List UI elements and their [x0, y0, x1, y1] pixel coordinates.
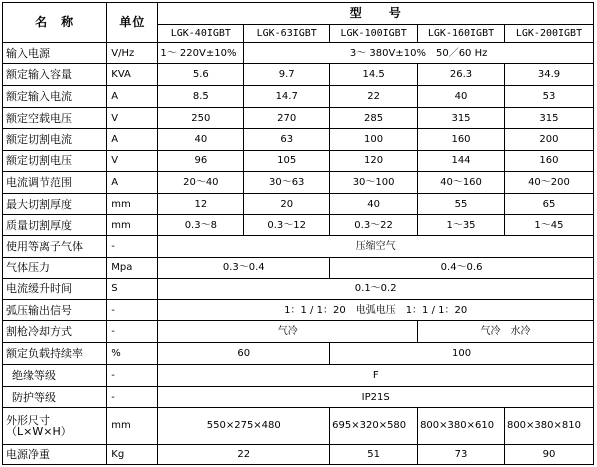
table-row: [3, 342, 594, 364]
value-cell: 270: [244, 108, 330, 129]
value-cell: 0.3～12: [244, 215, 330, 236]
unit-cell: -: [107, 236, 158, 257]
table-row: [3, 194, 594, 215]
value-cell: 144: [418, 150, 505, 171]
value-cell: 250: [158, 108, 244, 129]
unit-cell: mm: [107, 215, 158, 236]
value-cell: 34.9: [504, 63, 593, 85]
table-row: [3, 85, 594, 107]
table-row: [3, 63, 594, 85]
value-cell: 40～160: [418, 171, 505, 193]
table-row: [3, 215, 594, 236]
param-label: 额定输入电流: [3, 85, 107, 107]
param-label: 气体压力: [3, 257, 107, 278]
value-cell: 0.3～0.4: [158, 257, 330, 278]
header-row: [3, 3, 594, 25]
value-cell: 63: [244, 129, 330, 150]
value-cell: 550×275×480: [158, 408, 330, 444]
table-row: [3, 364, 594, 386]
value-cell: 3～ 380V±10% 50／60 Hz: [244, 43, 594, 63]
model-name: LGK-40IGBT: [158, 25, 244, 43]
value-cell: 800×380×810: [504, 408, 593, 444]
value-cell: 90: [504, 444, 593, 464]
value-cell: 0.3～8: [158, 215, 244, 236]
value-cell: 73: [418, 444, 505, 464]
value-cell: 55: [418, 194, 505, 215]
value-cell: 120: [330, 150, 418, 171]
param-label: 额定切割电流: [3, 129, 107, 150]
value-cell: 315: [418, 108, 505, 129]
unit-cell: Mpa: [107, 257, 158, 278]
value-cell: 30～63: [244, 171, 330, 193]
value-cell: 96: [158, 150, 244, 171]
value-cell: IP21S: [158, 387, 594, 408]
unit-cell: KVA: [107, 63, 158, 85]
value-cell: 气冷: [158, 321, 418, 342]
model-name: LGK-100IGBT: [330, 25, 418, 43]
value-cell: 9.7: [244, 63, 330, 85]
param-label: 使用等离子气体: [3, 236, 107, 257]
table-row: [3, 171, 594, 193]
value-cell: 100: [330, 342, 594, 364]
model-name: LGK-160IGBT: [418, 25, 505, 43]
table-row: [3, 300, 594, 321]
param-label: 防护等级: [3, 387, 107, 408]
value-cell: 60: [158, 342, 330, 364]
value-cell: 0.3～22: [330, 215, 418, 236]
model-name: LGK-63IGBT: [244, 25, 330, 43]
unit-cell: A: [107, 129, 158, 150]
unit-cell: -: [107, 321, 158, 342]
table-row: [3, 387, 594, 408]
param-label: 电源净重: [3, 444, 107, 464]
value-cell: 30～100: [330, 171, 418, 193]
value-cell: 22: [330, 85, 418, 107]
value-cell: 12: [158, 194, 244, 215]
value-cell: 20: [244, 194, 330, 215]
value-cell: 14.7: [244, 85, 330, 107]
unit-cell: %: [107, 342, 158, 364]
value-cell: 1～ 220V±10%: [158, 43, 244, 63]
unit-cell: mm: [107, 408, 158, 444]
unit-cell: mm: [107, 194, 158, 215]
value-cell: 200: [504, 129, 593, 150]
param-label: 最大切割厚度: [3, 194, 107, 215]
param-label: 电流缓升时间: [3, 278, 107, 299]
table-row: [3, 444, 594, 464]
value-cell: 65: [504, 194, 593, 215]
value-cell: 105: [244, 150, 330, 171]
unit-cell: A: [107, 171, 158, 193]
value-cell: 5.6: [158, 63, 244, 85]
value-cell: 1：1 / 1：20 电弧电压 1：1 / 1：20: [158, 300, 594, 321]
unit-cell: Kg: [107, 444, 158, 464]
unit-cell: V: [107, 150, 158, 171]
value-cell: 0.1～0.2: [158, 278, 594, 299]
table-row: [3, 278, 594, 299]
table-row: [3, 408, 594, 444]
value-cell: 100: [330, 129, 418, 150]
value-cell: 40: [418, 85, 505, 107]
value-cell: 气冷 水冷: [418, 321, 594, 342]
param-label: 额定空载电压: [3, 108, 107, 129]
table-row: [3, 129, 594, 150]
param-label: 绝缘等级: [3, 364, 107, 386]
model-name: LGK-200IGBT: [504, 25, 593, 43]
value-cell: 压缩空气: [158, 236, 594, 257]
value-cell: 51: [330, 444, 418, 464]
unit-cell: V/Hz: [107, 43, 158, 63]
value-cell: 40～200: [504, 171, 593, 193]
spec-table: [2, 2, 594, 465]
table-row: [3, 108, 594, 129]
param-label: 弧压输出信号: [3, 300, 107, 321]
table-row: [3, 321, 594, 342]
param-label: 质量切割厚度: [3, 215, 107, 236]
value-cell: 160: [418, 129, 505, 150]
table-row: [3, 257, 594, 278]
value-cell: 160: [504, 150, 593, 171]
unit-header: 单位: [107, 3, 158, 43]
value-cell: 695×320×580: [330, 408, 418, 444]
value-cell: 1～45: [504, 215, 593, 236]
value-cell: 800×380×610: [418, 408, 505, 444]
unit-cell: A: [107, 85, 158, 107]
table-row: [3, 150, 594, 171]
value-cell: 40: [158, 129, 244, 150]
param-label: 额定负载持续率: [3, 342, 107, 364]
name-header: 名 称: [3, 3, 107, 43]
param-label: 割枪冷却方式: [3, 321, 107, 342]
unit-cell: -: [107, 300, 158, 321]
unit-cell: -: [107, 364, 158, 386]
value-cell: F: [158, 364, 594, 386]
unit-cell: S: [107, 278, 158, 299]
value-cell: 315: [504, 108, 593, 129]
table-row: [3, 43, 594, 63]
param-label: 额定切割电压: [3, 150, 107, 171]
value-cell: 1～35: [418, 215, 505, 236]
value-cell: 14.5: [330, 63, 418, 85]
param-label: 外形尺寸（L×W×H）: [3, 408, 107, 444]
model-header: 型 号: [158, 3, 594, 25]
value-cell: 20～40: [158, 171, 244, 193]
value-cell: 0.4～0.6: [330, 257, 594, 278]
value-cell: 285: [330, 108, 418, 129]
param-label: 电流调节范围: [3, 171, 107, 193]
param-label: 额定输入容量: [3, 63, 107, 85]
value-cell: 40: [330, 194, 418, 215]
value-cell: 8.5: [158, 85, 244, 107]
value-cell: 26.3: [418, 63, 505, 85]
param-label: 输入电源: [3, 43, 107, 63]
unit-cell: -: [107, 387, 158, 408]
value-cell: 22: [158, 444, 330, 464]
unit-cell: V: [107, 108, 158, 129]
value-cell: 53: [504, 85, 593, 107]
table-row: [3, 236, 594, 257]
